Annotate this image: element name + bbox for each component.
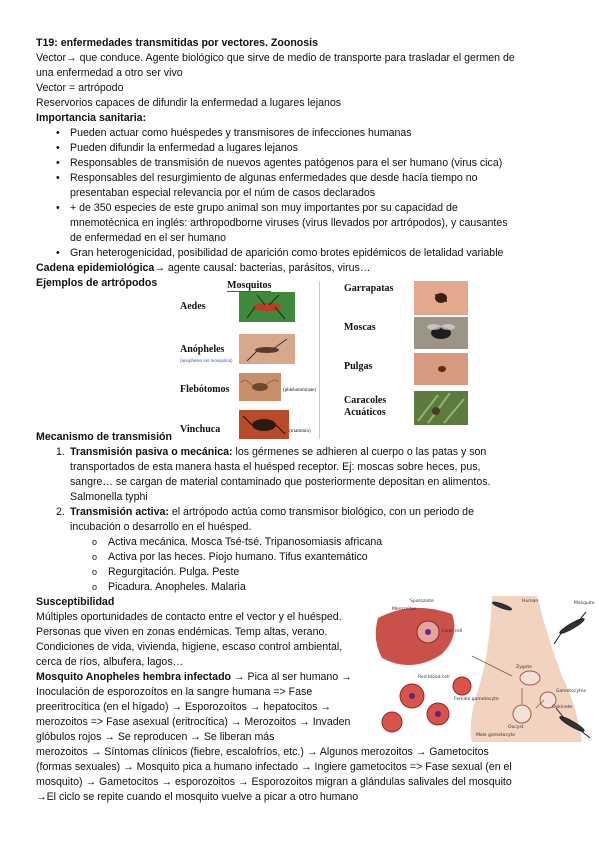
mosquito-line: (formas sexuales) → Mosquito pica a humano infectado → Ingiere gametocitos => Fase sexual (en el <box>36 761 512 773</box>
mosquito-line: preeritrocítica (en el hígado) → Esporozoítos → hepatocitos → <box>36 701 332 713</box>
intro-line: Vector→ que conduce. Agente biológico que sirve de medio de transporte para trasladar el germen de <box>36 52 515 64</box>
circle-bullet-icon: o <box>92 552 98 562</box>
garrapatas-label: Garrapatas <box>344 283 394 294</box>
mosquito-line: mosquito) → Gametocitos → esporozoitos → Esporozoitos migran a glándulas salivales del mosquito <box>36 776 512 788</box>
flebotomos-note: (phlebotominae) <box>283 388 317 393</box>
arrow-icon: → <box>154 262 165 274</box>
mosquito-line: glóbulos rojos → Se reproducen → Se liberan más <box>36 731 275 743</box>
arthropods-figure <box>175 279 470 439</box>
susceptibility-line: Múltiples oportunidades de contacto entre el vector y el huésped. <box>36 611 342 623</box>
mosquitos-header: Mosquitos <box>227 280 272 291</box>
red-blood-cell <box>453 677 471 695</box>
list-item: 2. Transmisión activa: el artrópodo actúa como transmisor biológico, con un periodo de incubación o desarrollo en el huésped. <box>56 506 474 533</box>
caracoles-photo <box>414 391 468 425</box>
moscas-label: Moscas <box>344 322 376 333</box>
vinchuca-photo <box>239 410 289 439</box>
mosquito-line: merozoitos → Síntomas clínicos (fiebre, escalofríos, etc.) → Algunos merozoitos → Gametocitos <box>36 746 489 758</box>
bullet-icon: • <box>56 172 60 184</box>
list-item: • Pueden difundir la enfermedad a lugares lejanos <box>56 142 298 154</box>
list-item: • + de 350 especies de este grupo animal son muy importantes por su capacidad de mnemotécnica en inglés: arthropodborne viruses (virus llevados por artrópodos), y causantes de enfermedad en el ser humano <box>56 202 508 244</box>
zygote-label: Zygote <box>516 665 532 670</box>
circle-bullet-icon: o <box>92 582 98 592</box>
pulgas-photo <box>414 353 468 385</box>
pulgas-label: Pulgas <box>344 361 373 372</box>
bullet-icon: • <box>56 157 60 169</box>
ookinete-label: Ookinete <box>552 705 573 710</box>
importance-list <box>36 126 566 261</box>
sporozoite-label: Sporozoite <box>410 599 434 604</box>
vinchuca-note: (triatomin) <box>289 429 311 434</box>
page-title: T19: enfermedades transmitidas por vectores. Zoonosis <box>36 37 318 49</box>
vinchuca-label: Vinchuca <box>180 424 221 435</box>
list-item: • Gran heterogenicidad, posibilidad de aparición como brotes epidémicos de letalidad variable <box>56 247 504 259</box>
list-item: 1. Transmisión pasiva o mecánica: los gérmenes se adhieren al cuerpo o las patas y son transportados de esta manera hasta el huésped receptor. Ej: moscas sobre heces, pus, sangre… se cargan de material contaminado que posteriormente depositan en alimentos. Salmonella typhi <box>56 446 491 503</box>
bullet-icon: • <box>56 202 60 214</box>
circle-bullet-icon: o <box>92 567 98 577</box>
human-label: Human <box>522 599 539 604</box>
intro-line: Reservorios capaces de difundir la enfermedad a lugares lejanos <box>36 97 342 109</box>
list-item: o Activa mecánica. Mosca Tsé-tsé. Tripanosomiasis africana <box>92 536 383 548</box>
garrapatas-photo <box>414 281 468 315</box>
caracoles-label: Caracoles Acuáticos <box>344 395 387 418</box>
anopheles-note: (anopheles los mosquitos) <box>180 358 233 363</box>
merozoites-label: Merozoites <box>392 607 417 612</box>
examples-heading: Ejemplos de artrópodos <box>36 277 158 289</box>
susceptibility-line: Personas que viven en zonas endémicas. Temp altas, verano. <box>36 626 328 638</box>
chain-line: Cadena epidemiológica→ agente causal: bacterias, parásitos, virus… <box>36 262 371 274</box>
divider <box>319 281 320 439</box>
mechanism-heading: Mecanismo de transmisión <box>36 431 172 443</box>
female-gametocyte-label: Female gametocyte <box>454 697 499 702</box>
list-item: o Picadura. Anopheles. Malaria <box>92 581 246 593</box>
susceptibility-line: Condiciones de vida, vivienda, higiene, escaso control ambiental, <box>36 641 343 653</box>
merozoite-dot <box>425 629 431 635</box>
anopheles-label: Anópheles <box>180 344 225 355</box>
malaria-cycle-diagram <box>372 596 599 742</box>
mosquito-line: →El ciclo se repite cuando el mosquito vuelve a picar a otro humano <box>36 791 359 803</box>
male-gametocyte-label: Male gametocyte <box>476 733 516 738</box>
rbc-label: Red blood cell <box>418 675 450 680</box>
list-item: o Regurgitación. Pulga. Peste <box>92 566 240 578</box>
list-item: • Pueden actuar como huéspedes y transmisores de infecciones humanas <box>56 127 412 139</box>
list-item: • Responsables del resurgimiento de algunas enfermedades que desde hacía tiempo no presentaban especial relevancia por el núm de casos declarados <box>56 172 478 199</box>
intro-line: Vector = artrópodo <box>36 82 124 94</box>
bullet-icon: • <box>56 142 60 154</box>
aedes-photo <box>239 292 295 322</box>
mosquito-line: merozoitos => Fase asexual (eritrocítica) → Merozoitos → Invaden <box>36 716 351 728</box>
bullet-icon: • <box>56 247 60 259</box>
flebotomos-label: Flebótomos <box>180 384 230 395</box>
mosquito-line: Inoculación de esporozoítos en la sangre humana => Fase <box>36 686 313 698</box>
intro-line: una enfermedad a otro ser vivo <box>36 67 183 79</box>
bullet-icon: • <box>56 127 60 139</box>
anopheles-photo <box>239 334 295 364</box>
susceptibility-line: cerca de ríos, albufera, lagos… <box>36 656 184 668</box>
susceptibility-heading: Susceptibilidad <box>36 596 115 608</box>
chain-label: Cadena epidemiológica <box>36 262 155 274</box>
circle-bullet-icon: o <box>92 537 98 547</box>
importance-heading: Importancia sanitaria: <box>36 112 147 124</box>
list-item: • Responsables de transmisión de nuevos agentes patógenos para el ser humano (virus cica) <box>56 157 503 169</box>
flebotomos-photo <box>239 373 281 401</box>
mosquito-line: Mosquito Anopheles hembra infectado → Pica al ser humano → <box>36 671 352 683</box>
liver-cell-label: Liver cell <box>442 629 463 634</box>
red-blood-cell <box>382 712 402 732</box>
list-item: o Activa por las heces. Piojo humano. Tifus exantemático <box>92 551 368 563</box>
moscas-photo <box>414 317 468 349</box>
oocyst-label: Oocyst <box>508 725 524 730</box>
mosquito-label: Mosquito <box>574 601 595 606</box>
aedes-label: Aedes <box>180 301 206 312</box>
gametocytes-label: Gametocytes <box>556 689 586 694</box>
